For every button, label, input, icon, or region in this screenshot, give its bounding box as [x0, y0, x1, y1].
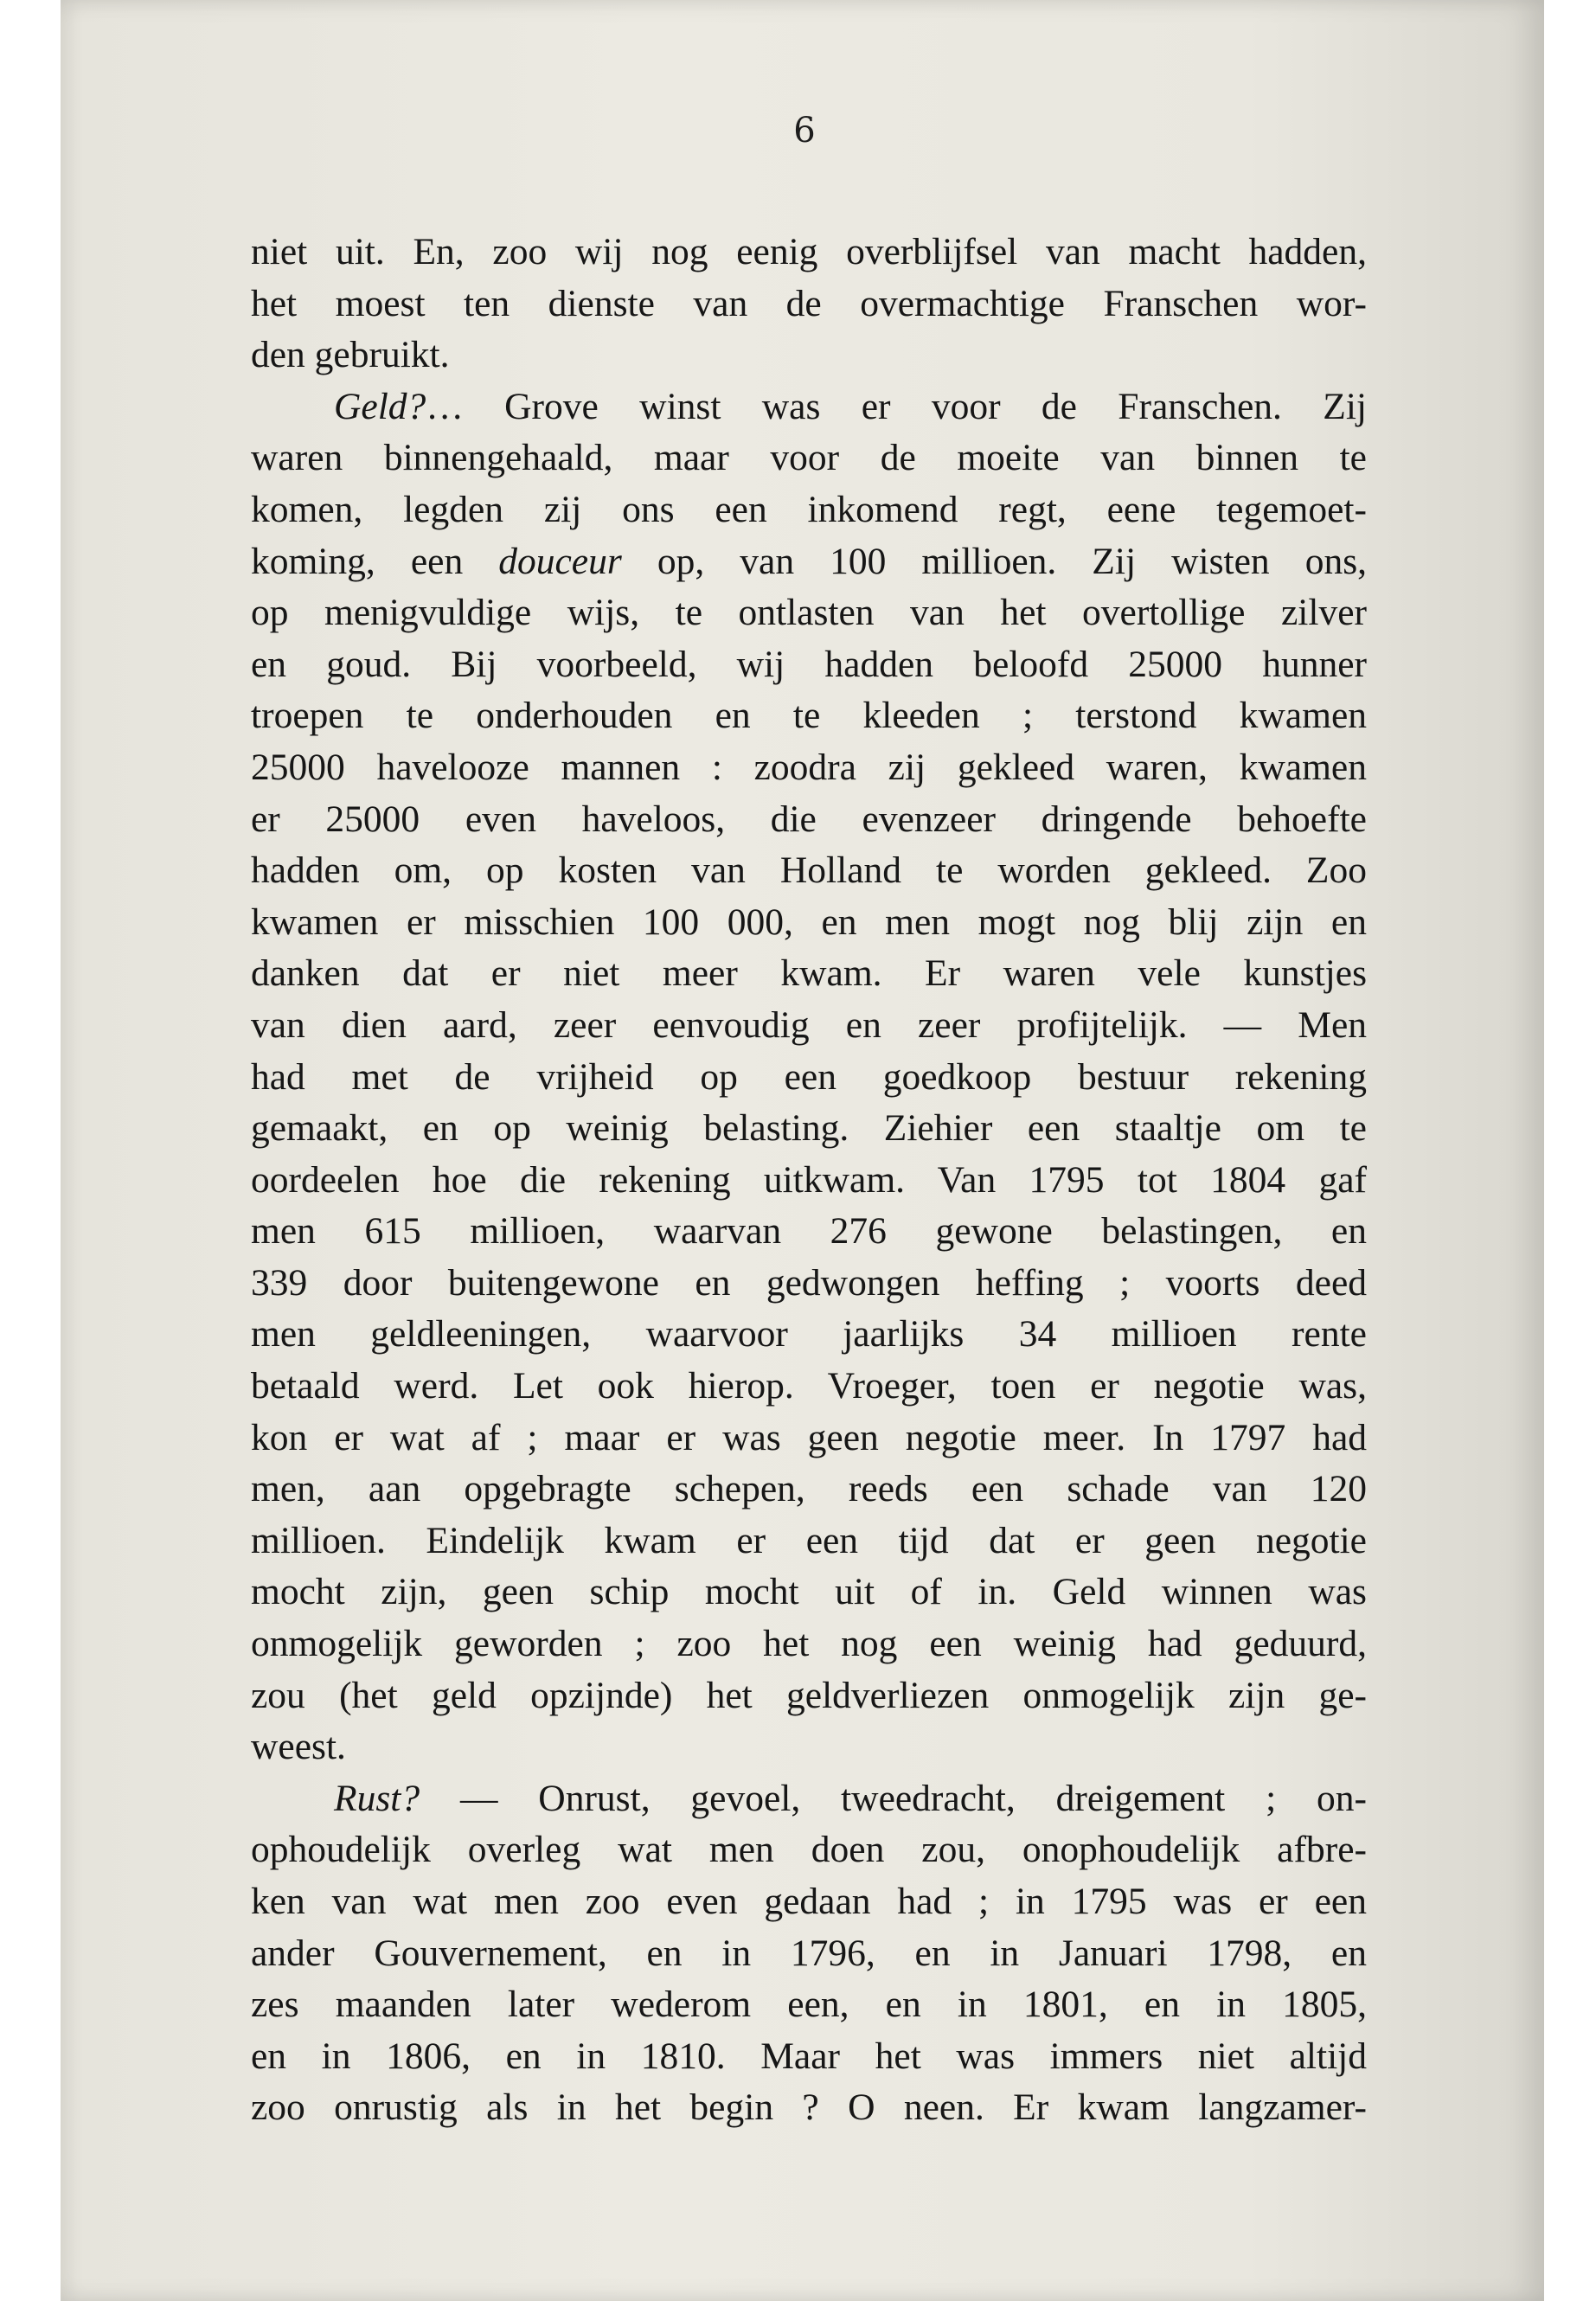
- text-line: zoo onrustig als in het begin ? O neen. Er kwam langzamer-: [251, 2086, 1367, 2129]
- text-line: men geldleeningen, waarvoor jaarlijks 34 millioen rente: [251, 1313, 1367, 1356]
- italic-rust: Rust?: [334, 1777, 420, 1819]
- italic-geld: Geld?: [334, 385, 426, 427]
- text-line: van dien aard, zeer eenvoudig en zeer profijtelijk. — Men: [251, 1003, 1367, 1046]
- text-line: zes maanden later wederom een, en in 1801, en in 1805,: [251, 1984, 1367, 2026]
- text-line-rest: — Onrust, gevoel, tweedracht, dreigement ; on-: [459, 1777, 1367, 1819]
- text-line: en in 1806, en in 1810. Maar het was immers niet altijd: [251, 2035, 1367, 2077]
- text-line: ophoudelijk overleg wat men doen zou, onophoudelijk afbre-: [251, 1829, 1367, 1871]
- text-line: kwamen er misschien 100 000, en men mogt nog blij zijn en: [251, 901, 1367, 943]
- scan-margin-right: [1544, 0, 1596, 2301]
- text-line: troepen te onderhouden en te kleeden ; terstond kwamen: [251, 695, 1367, 737]
- text-line: kon er wat af ; maar er was geen negotie meer. In 1797 had: [251, 1416, 1367, 1458]
- text-line: danken dat er niet meer kwam. Er waren vele kunstjes: [251, 952, 1367, 995]
- text-line: onmogelijk geworden ; zoo het nog een weinig had geduurd,: [251, 1623, 1367, 1665]
- text-line-start: koming, een: [251, 540, 464, 582]
- text-line: er 25000 even haveloos, die evenzeer dringende behoefte: [251, 798, 1367, 840]
- italic-douceur: douceur: [498, 540, 622, 582]
- text-line: niet uit. En, zoo wij nog eenig overblijfsel van macht hadden,: [251, 231, 1367, 272]
- text-line-rest: op, van 100 millioen. Zij wisten ons,: [657, 540, 1367, 582]
- body-text: [251, 227, 1367, 2134]
- text-line-rest: … Grove winst was er voor de Franschen. Zij: [426, 385, 1367, 427]
- text-line: 339 door buitengewone en gedwongen heffing ; voorts deed: [251, 1261, 1367, 1304]
- text-line: men 615 millioen, waarvan 276 gewone belastingen, en: [251, 1210, 1367, 1253]
- text-line: [251, 536, 1367, 588]
- text-line: [251, 381, 1367, 433]
- text-line: oordeelen hoe die rekening uitkwam. Van 1795 tot 1804 gaf: [251, 1158, 1367, 1201]
- text-line: hadden om, op kosten van Holland te worden gekleed. Zoo: [251, 849, 1367, 892]
- text-line: [251, 1773, 1367, 1825]
- text-line: den gebruikt.: [251, 334, 450, 376]
- text-line: betaald werd. Let ook hierop. Vroeger, toen er negotie was,: [251, 1365, 1367, 1407]
- text-line: had met de vrijheid op een goedkoop bestuur rekening: [251, 1055, 1367, 1098]
- scan-margin-left: [0, 0, 61, 2301]
- text-line: ander Gouvernement, en in 1796, en in Januari 1798, en: [251, 1932, 1367, 1974]
- text-line: gemaakt, en op weinig belasting. Ziehier een staaltje om te: [251, 1107, 1367, 1150]
- text-line: waren binnengehaald, maar voor de moeite van binnen te: [251, 437, 1367, 479]
- text-line: en goud. Bij voorbeeld, wij hadden beloofd 25000 hunner: [251, 643, 1367, 685]
- text-line: weest.: [251, 1726, 346, 1768]
- text-line: zou (het geld opzijnde) het geldverliezen onmogelijk zijn ge-: [251, 1674, 1367, 1716]
- text-line: het moest ten dienste van de overmachtige Franschen wor-: [251, 282, 1367, 324]
- page-number: 6: [793, 111, 816, 151]
- text-line: millioen. Eindelijk kwam er een tijd dat er geen negotie: [251, 1519, 1367, 1561]
- text-line: komen, legden zij ons een inkomend regt, eene tegemoet-: [251, 488, 1367, 530]
- text-line: men, aan opgebragte schepen, reeds een schade van 120: [251, 1468, 1367, 1510]
- text-line: op menigvuldige wijs, te ontlasten van het overtollige zilver: [251, 592, 1367, 634]
- text-line: mocht zijn, geen schip mocht uit of in. Geld winnen was: [251, 1571, 1367, 1613]
- text-line: ken van wat men zoo even gedaan had ; in 1795 was er een: [251, 1881, 1367, 1922]
- text-line: 25000 havelooze mannen : zoodra zij gekleed waren, kwamen: [251, 746, 1367, 788]
